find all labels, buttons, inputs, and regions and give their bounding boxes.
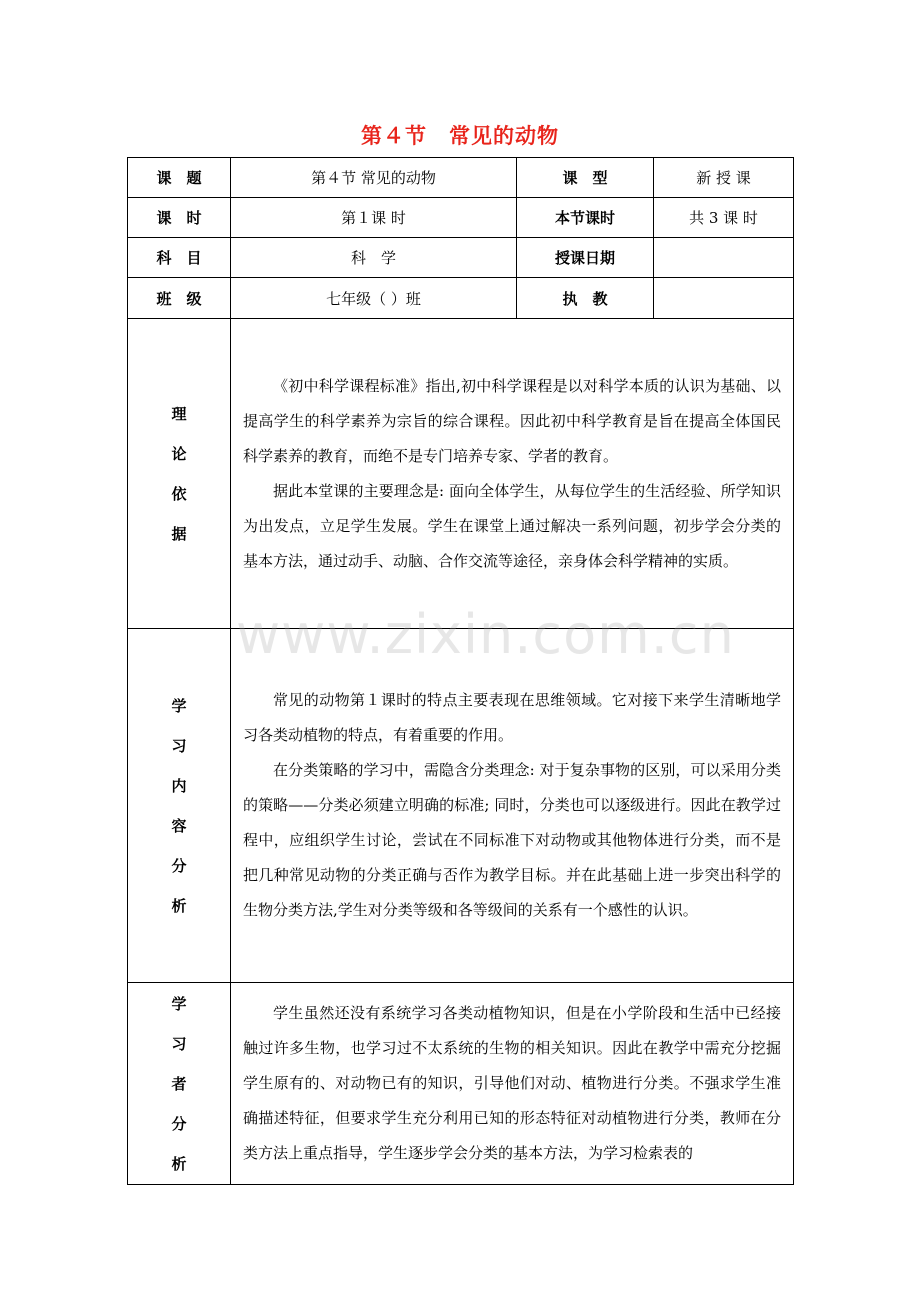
content-paragraph: 在分类策略的学习中，需隐含分类理念: 对于复杂事物的区别，可以采用分类的策略——分类必须建立明确的标准; 同时，分类也可以逐级进行。因此在教学过程中，应组织学生讨论，尝试在不同标准下对动物或其他物体进行分类，而不是把几种常见动物的分类正确与否作为教学目标。并在此基础上进一步突出科学的生物分类方法,学生对分类等级和各等级间的关系有一个感性的认识。 (243, 761, 781, 919)
row-topic (128, 158, 794, 198)
class-label: 班 级 (128, 278, 231, 319)
theory-content (231, 319, 794, 629)
content-paragraph: 常见的动物第１课时的特点主要表现在思维领域。它对接下来学生清晰地学习各类动植物的特点，有着重要的作用。 (243, 691, 781, 744)
topic-label: 课 题 (128, 158, 231, 198)
section-periods-label: 本节课时 (517, 198, 654, 238)
row-class (128, 278, 794, 319)
lesson-type-value: 新 授 课 (654, 158, 794, 198)
row-period (128, 198, 794, 238)
teacher-label: 执 教 (517, 278, 654, 319)
section-periods-value: 共 3 课 时 (654, 198, 794, 238)
content-analysis-label: 学 习 内 容 分 析 (128, 629, 231, 983)
teacher-value (654, 278, 794, 319)
learner-paragraph: 学生虽然还没有系统学习各类动植物知识，但是在小学阶段和生活中已经接触过许多生物，也学习过不太系统的生物的相关知识。因此在教学中需充分挖掘学生原有的、对动物已有的知识，引导他们对动、植物进行分类。不强求学生准确描述特征，但要求学生充分利用已知的形态特征对动植物进行分类，教师在分类方法上重点指导，学生逐步学会分类的基本方法，为学习检索表的 (243, 1004, 781, 1162)
topic-value: 第４节 常见的动物 (231, 158, 517, 198)
lesson-plan-table (127, 157, 794, 1185)
row-theory (128, 319, 794, 629)
row-content-analysis (128, 629, 794, 983)
theory-paragraph: 《初中科学课程标准》指出,初中科学课程是以对科学本质的认识为基础、以提高学生的科学素养为宗旨的综合课程。因此初中科学教育是旨在提高全体国民科学素养的教育，而绝不是专门培养专家、学者的教育。 (243, 376, 781, 465)
lesson-type-label: 课 型 (517, 158, 654, 198)
subject-value: 科 学 (231, 238, 517, 278)
content-analysis-content (231, 629, 794, 983)
teaching-date-value (654, 238, 794, 278)
subject-label: 科 目 (128, 238, 231, 278)
class-value: 七年级（ ）班 (231, 278, 517, 319)
period-value: 第１课 时 (231, 198, 517, 238)
row-learner-analysis (128, 983, 794, 1185)
theory-paragraph: 据此本堂课的主要理念是: 面向全体学生，从每位学生的生活经验、所学知识为出发点，立足学生发展。学生在课堂上通过解决一系列问题，初步学会分类的基本方法，通过动手、动脑、合作交流等途径，亲身体会科学精神的实质。 (243, 481, 781, 570)
learner-analysis-label: 学 习 者 分 析 (128, 983, 231, 1185)
teaching-date-label: 授课日期 (517, 238, 654, 278)
page-title: 第４节 常见的动物 (361, 124, 559, 148)
watermark: www.zixin.com.cn (236, 603, 735, 666)
period-label: 课 时 (128, 198, 231, 238)
learner-analysis-content (231, 983, 794, 1185)
theory-label: 理 论 依 据 (128, 319, 231, 629)
row-subject (128, 238, 794, 278)
